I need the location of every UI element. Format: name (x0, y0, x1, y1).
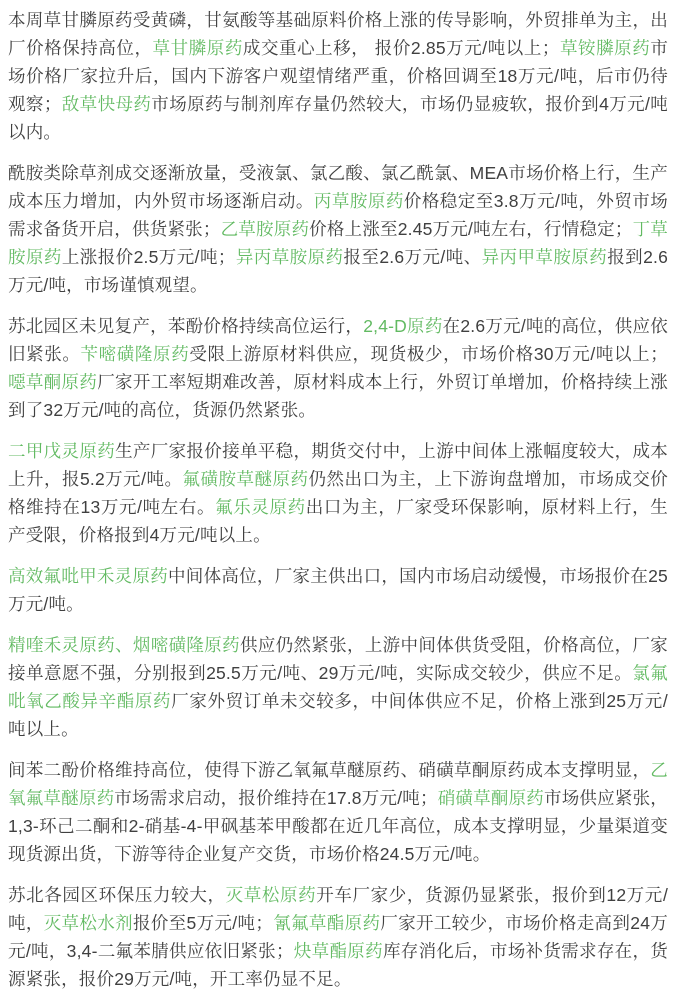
highlighted-product-term: 草铵膦原药 (559, 38, 651, 58)
text-segment: 中间体高位，厂家主供出口，国内市场启动缓慢，市场报价在25万元/吨。 (8, 566, 668, 614)
highlighted-product-term: 异丙草胺原药 (235, 247, 344, 267)
text-segment: 报至2.6万元/吨、 (343, 247, 482, 267)
text-segment: 成交重心上移， 报价2.85万元/吨以上； (242, 38, 560, 58)
text-segment: 市场原药与制剂库存量仍然较大，市场仍显疲软，报价到4万元/吨以内。 (8, 94, 669, 142)
text-segment: 市场供应紧张， 1,3-环己二酮和2-硝基-4-甲砜基苯甲酸都在近几年高位，成本支撑明显，少量渠道变现货源出货，下游等待企业复产交货，市场价格24.5万元/吨。 (8, 788, 668, 864)
paragraph (8, 756, 668, 868)
highlighted-product-term: 二甲戊灵原药 (8, 441, 116, 461)
highlighted-product-term: 精喹禾灵原药、烟嘧磺隆原药 (8, 635, 240, 655)
text-segment: 市场需求启动，报价维持在17.8万元/吨； (114, 788, 438, 808)
highlighted-product-term: 氰氟草酯原药 (273, 913, 381, 933)
highlighted-product-term: 灭草松水剂 (43, 913, 133, 933)
highlighted-product-term: 氟磺胺草醚原药 (182, 469, 309, 489)
paragraph (8, 312, 668, 424)
text-segment: 生产厂家报价接单平稳，期货交付中，上游中间体上涨幅度较大，成本上升，报5.2万元/吨。 (8, 441, 669, 489)
text-segment: 报价至5万元/吨； (132, 913, 274, 933)
highlighted-product-term: 硝磺草酮原药 (437, 788, 544, 808)
text-segment: 报到2.6万元/吨，市场谨慎观望。 (8, 247, 669, 295)
text-segment: 厂家开工较少，市场价格走高到24万元/吨，3,4-二氟苯腈供应依旧紧张； (8, 913, 668, 961)
highlighted-product-term: 灭草松原药 (225, 885, 317, 905)
highlighted-product-term: 噁草酮原药 (8, 372, 98, 392)
paragraph (8, 159, 668, 299)
highlighted-product-term: 高效氟吡甲禾灵原药 (8, 566, 169, 586)
text-segment: 市场价格厂家拉升后，国内下游客户观望情绪严重，价格回调至18万元/吨，后市仍待观察； (8, 38, 669, 114)
text-segment: 苏北园区未见复产，苯酚价格持续高位运行， (8, 316, 364, 336)
highlighted-product-term: 乙草胺原药 (220, 219, 310, 239)
paragraph (8, 881, 668, 993)
highlighted-product-term: 氟乐灵原药 (215, 497, 306, 517)
highlighted-product-term: 2,4-D原药 (363, 316, 443, 336)
text-segment: 上涨报价2.5万元/吨； (61, 247, 236, 267)
highlighted-product-term: 异丙甲草胺原药 (481, 247, 608, 267)
highlighted-product-term: 氯氟吡氧乙酸异辛酯原药 (8, 663, 668, 711)
text-segment: 厂家外贸订单未交较多，中间体供应不足，价格上涨到25万元/吨以上。 (8, 691, 668, 739)
text-segment: 供应仍然紧张，上游中间体供货受阻，价格高位，厂家接单意愿不强，分别报到25.5万元/吨、29万元/吨，实际成交较少，供应不足。 (8, 635, 668, 683)
paragraph (8, 437, 668, 549)
text-segment: 价格稳定至3.8万元/吨，外贸市场需求备货开启，供货紧张； (8, 191, 669, 239)
text-segment: 库存消化后，市场补货需求存在，货源紧张，报价29万元/吨，开工率仍显不足。 (8, 941, 668, 989)
text-segment: 在2.6万元/吨的高位，供应依旧紧张。 (8, 316, 668, 364)
text-segment: 间苯二酚价格维持高位，使得下游乙氧氟草醚原药、硝磺草酮原药成本支撑明显， (8, 760, 651, 780)
paragraph (8, 562, 668, 618)
text-segment: 苏北各园区环保压力较大， (8, 885, 226, 905)
highlighted-product-term: 乙氧氟草醚原药 (8, 760, 668, 808)
paragraph (8, 631, 668, 743)
text-segment: 出口为主，厂家受环保影响，原材料上行，生产受限，价格报到4万元/吨以上。 (8, 497, 669, 545)
paragraph (8, 6, 668, 146)
text-segment: 酰胺类除草剂成交逐渐放量，受液氯、氯乙酸、氯乙酰氯、MEA市场价格上行，生产成本压力增加，内外贸市场逐渐启动。 (8, 163, 668, 211)
text-segment: 开车厂家少，货源仍显紧张，报价到12万元/吨， (8, 885, 669, 933)
highlighted-product-term: 丙草胺原药 (313, 191, 404, 211)
highlighted-product-term: 苄嘧磺隆原药 (80, 344, 190, 364)
text-segment: 仍然出口为主，上下游询盘增加，市场成交价格维持在13万元/吨左右。 (8, 469, 669, 517)
highlighted-product-term: 草甘膦原药 (152, 38, 243, 58)
text-segment: 本周草甘膦原药受黄磷，甘氨酸等基础原料价格上涨的传导影响，外贸排单为主，出厂价格保持高位， (8, 10, 668, 58)
highlighted-product-term: 丁草胺原药 (8, 219, 668, 267)
highlighted-product-term: 敌草快母药 (61, 94, 152, 114)
highlighted-product-term: 炔草酯原药 (293, 941, 383, 961)
text-segment: 受限上游原材料供应，现货极少，市场价格30万元/吨以上； (189, 344, 668, 364)
text-segment: 价格上涨至2.45万元/吨左右，行情稳定； (309, 219, 633, 239)
text-segment: 厂家开工率短期难改善，原材料成本上行，外贸订单增加，价格持续上涨到了32万元/吨的高位，货源仍然紧张。 (8, 372, 669, 420)
